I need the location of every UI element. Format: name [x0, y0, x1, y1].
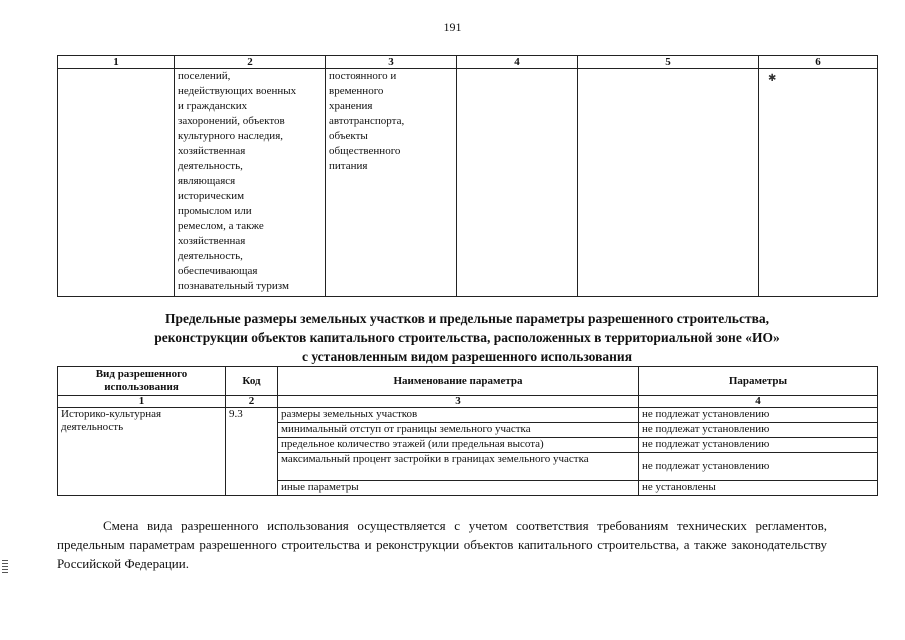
cell-col5 [578, 69, 759, 297]
vid-value: Историко-культурная деятельность [58, 408, 226, 496]
section-heading [57, 309, 877, 366]
header-name: Наименование параметра [278, 367, 639, 396]
param-name: размеры земельных участков [278, 408, 639, 423]
heading-line-2: реконструкции объектов капитального строительства, расположенных в территориальной зоне «ИО» [154, 330, 780, 345]
col-header-5: 5 [578, 56, 759, 69]
margin-scan-mark [2, 560, 8, 574]
header-params: Параметры [639, 367, 878, 396]
heading-line-1: Предельные размеры земельных участков и предельные параметры разрешенного строительства, [165, 311, 769, 326]
params-table [57, 366, 878, 496]
params-number-row [58, 396, 878, 408]
page-number: 191 [443, 20, 462, 34]
continuation-header-row [58, 56, 878, 69]
col-header-3: 3 [326, 56, 457, 69]
footer-paragraph: Смена вида разрешенного использования осуществляется с учетом соответствия требованиям технических регламентов, предельным параметрам разрешенного строительства и реконструкции объектов капитального строительства, а также законодательству Российской Федерации. [57, 518, 827, 571]
continuation-row [58, 69, 878, 297]
header-vid: Вид разрешенного использования [58, 367, 226, 396]
header-kod: Код [226, 367, 278, 396]
col-header-4: 4 [457, 56, 578, 69]
col-header-2: 2 [175, 56, 326, 69]
col-header-6: 6 [759, 56, 878, 69]
heading-line-3: с установленным видом разрешенного использования [301, 349, 633, 364]
continuation-table [57, 55, 878, 297]
param-value: не подлежат установлению [639, 453, 878, 481]
number-4: 4 [639, 396, 878, 408]
param-value: не установлены [639, 481, 878, 496]
param-value: не подлежат установлению [639, 423, 878, 438]
cell-col2: поселений, недействующих военных и гражданских захоронений, объектов культурного наследия, хозяйственная деятельность, являющаяся историческим промыслом или ремеслом, а также хозяйственная деятельность, обеспечивающая познавательный туризм [175, 69, 326, 297]
number-1: 1 [58, 396, 226, 408]
scan-speck-mark: ✱ [768, 73, 777, 84]
cell-col4 [457, 69, 578, 297]
params-header-row [58, 367, 878, 396]
number-2: 2 [226, 396, 278, 408]
param-name: предельное количество этажей (или предельная высота) [278, 438, 639, 453]
col-header-1: 1 [58, 56, 175, 69]
table-row [58, 408, 878, 423]
cell-col3: постоянного и временного хранения автотранспорта, объекты общественного питания [326, 69, 457, 297]
param-name: минимальный отступ от границы земельного участка [278, 423, 639, 438]
kod-value: 9.3 [226, 408, 278, 496]
param-name: иные параметры [278, 481, 639, 496]
cell-col6 [759, 69, 878, 297]
param-value: не подлежат установлению [639, 438, 878, 453]
param-value: не подлежат установлению [639, 408, 878, 423]
param-name: максимальный процент застройки в границах земельного участка [278, 453, 639, 481]
number-3: 3 [278, 396, 639, 408]
cell-col1 [58, 69, 175, 297]
